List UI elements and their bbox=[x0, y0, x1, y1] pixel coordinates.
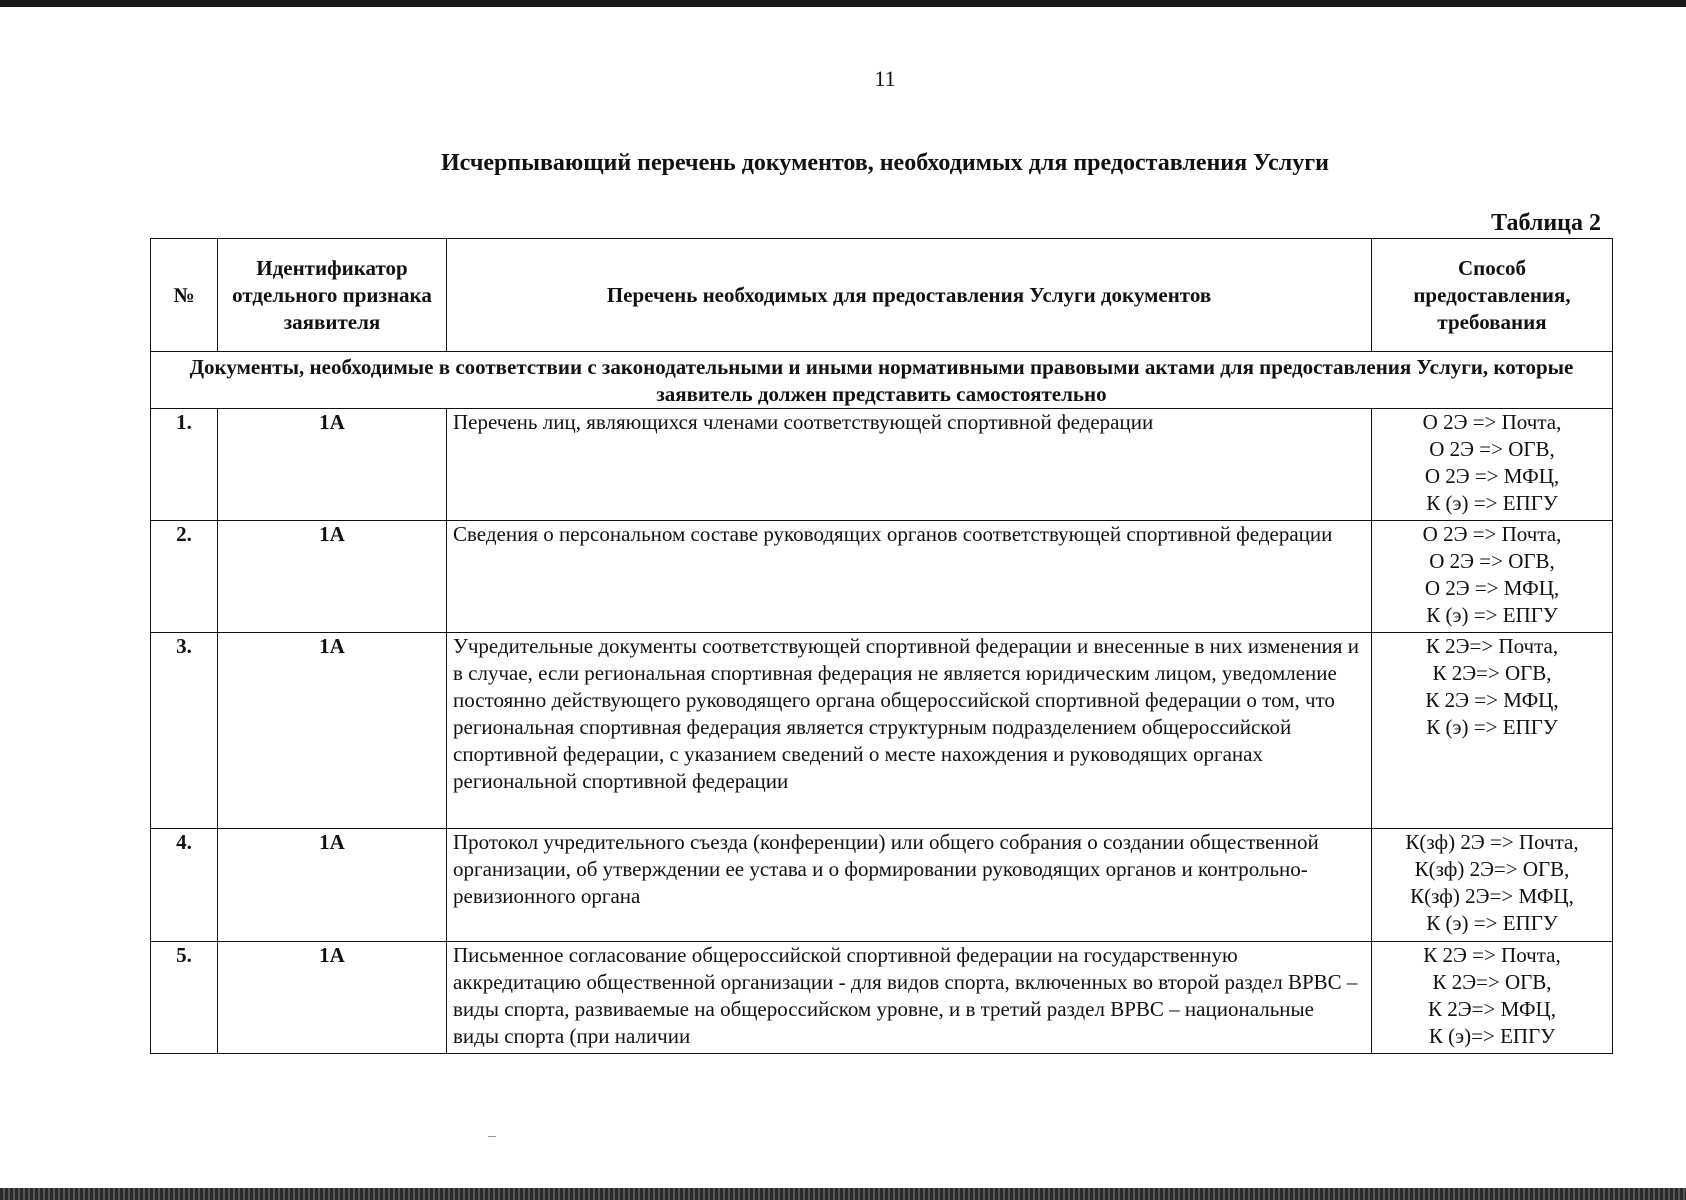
documents-table bbox=[150, 238, 1613, 1054]
method-line: К 2Э=> ОГВ, bbox=[1432, 970, 1552, 994]
section-row bbox=[151, 352, 1613, 409]
row-methods bbox=[1372, 829, 1613, 942]
row-identifier: 1А bbox=[218, 942, 447, 1054]
row-number: 2. bbox=[151, 521, 218, 633]
row-number: 3. bbox=[151, 633, 218, 829]
method-line: К 2Э=> МФЦ, bbox=[1428, 997, 1556, 1021]
method-line: К 2Э=> ОГВ, bbox=[1432, 661, 1552, 685]
row-document: Перечень лиц, являющихся членами соответствующей спортивной федерации bbox=[447, 409, 1372, 521]
method-line: О 2Э => ОГВ, bbox=[1429, 549, 1555, 573]
method-line: К(зф) 2Э=> МФЦ, bbox=[1410, 884, 1574, 908]
row-methods bbox=[1372, 633, 1613, 829]
row-identifier: 1А bbox=[218, 633, 447, 829]
page-title: Исчерпывающий перечень документов, необходимых для предоставления Услуги bbox=[441, 150, 1329, 176]
method-line: К 2Э=> Почта, bbox=[1425, 634, 1559, 658]
method-line: К 2Э => Почта, bbox=[1423, 943, 1561, 967]
table-row bbox=[151, 829, 1613, 942]
row-methods bbox=[1372, 409, 1613, 521]
row-number: 4. bbox=[151, 829, 218, 942]
row-number: 5. bbox=[151, 942, 218, 1054]
scan-edge-top bbox=[0, 0, 1686, 7]
table-row bbox=[151, 942, 1613, 1054]
row-document: Учредительные документы соответствующей спортивной федерации и внесенные в них изменения и в случае, если региональная спортивная федерация не является юридическим лицом, уведомление постоянно действующего руководящего органа общероссийской спортивной федерации о том, что региональная спортивная федерация является структурным подразделением общероссийской спортивной федерации, с указанием сведений о месте нахождения и руководящих органах региональной спортивной федерации bbox=[447, 633, 1372, 829]
method-line: О 2Э => Почта, bbox=[1422, 410, 1562, 434]
page-number: 11 bbox=[874, 66, 896, 91]
header-identifier: Идентификатор отдельного признака заявителя bbox=[218, 239, 447, 352]
row-document: Письменное согласование общероссийской спортивной федерации на государственную аккредитацию общественной организации - для видов спорта, включенных во второй раздел ВРВС – виды спорта, развиваемые на общероссийском уровне, и в третий раздел ВРВС – национальные виды спорта (при наличии bbox=[447, 942, 1372, 1054]
row-identifier: 1А bbox=[218, 521, 447, 633]
method-line: К 2Э => МФЦ, bbox=[1425, 688, 1559, 712]
table-header-row bbox=[151, 239, 1613, 352]
table-row bbox=[151, 409, 1613, 521]
section-heading: Документы, необходимые в соответствии с законодательными и иными нормативными правовыми актами для предоставления Услуги, которые заявитель должен представить самостоятельно bbox=[151, 352, 1613, 409]
row-methods bbox=[1372, 942, 1613, 1054]
method-line: О 2Э => МФЦ, bbox=[1424, 464, 1560, 488]
table-row bbox=[151, 633, 1613, 829]
row-document: Протокол учредительного съезда (конференции) или общего собрания о создании общественной организации, об утверждении ее устава и о формировании руководящих органов и контрольно-ревизионного органа bbox=[447, 829, 1372, 942]
scan-speck bbox=[488, 1136, 496, 1137]
method-line: К(зф) 2Э=> ОГВ, bbox=[1414, 857, 1570, 881]
method-line: К (э) => ЕПГУ bbox=[1426, 715, 1558, 739]
method-line: К (э) => ЕПГУ bbox=[1426, 491, 1558, 515]
header-document-list: Перечень необходимых для предоставления Услуги документов bbox=[447, 239, 1372, 352]
method-line: О 2Э => Почта, bbox=[1422, 522, 1562, 546]
row-identifier: 1А bbox=[218, 409, 447, 521]
row-methods bbox=[1372, 521, 1613, 633]
table-label: Таблица 2 bbox=[1491, 210, 1601, 236]
method-line: К (э) => ЕПГУ bbox=[1426, 911, 1558, 935]
row-identifier: 1А bbox=[218, 829, 447, 942]
row-number: 1. bbox=[151, 409, 218, 521]
method-line: К (э)=> ЕПГУ bbox=[1428, 1024, 1556, 1048]
method-line: К (э) => ЕПГУ bbox=[1426, 603, 1558, 627]
method-line: К(зф) 2Э => Почта, bbox=[1405, 830, 1579, 854]
method-line: О 2Э => МФЦ, bbox=[1424, 576, 1560, 600]
row-document: Сведения о персональном составе руководящих органов соответствующей спортивной федерации bbox=[447, 521, 1372, 633]
header-number: № bbox=[151, 239, 218, 352]
header-method: Способ предоставления, требования bbox=[1372, 239, 1613, 352]
table-row bbox=[151, 521, 1613, 633]
method-line: О 2Э => ОГВ, bbox=[1429, 437, 1555, 461]
scan-edge-bottom bbox=[0, 1188, 1686, 1200]
